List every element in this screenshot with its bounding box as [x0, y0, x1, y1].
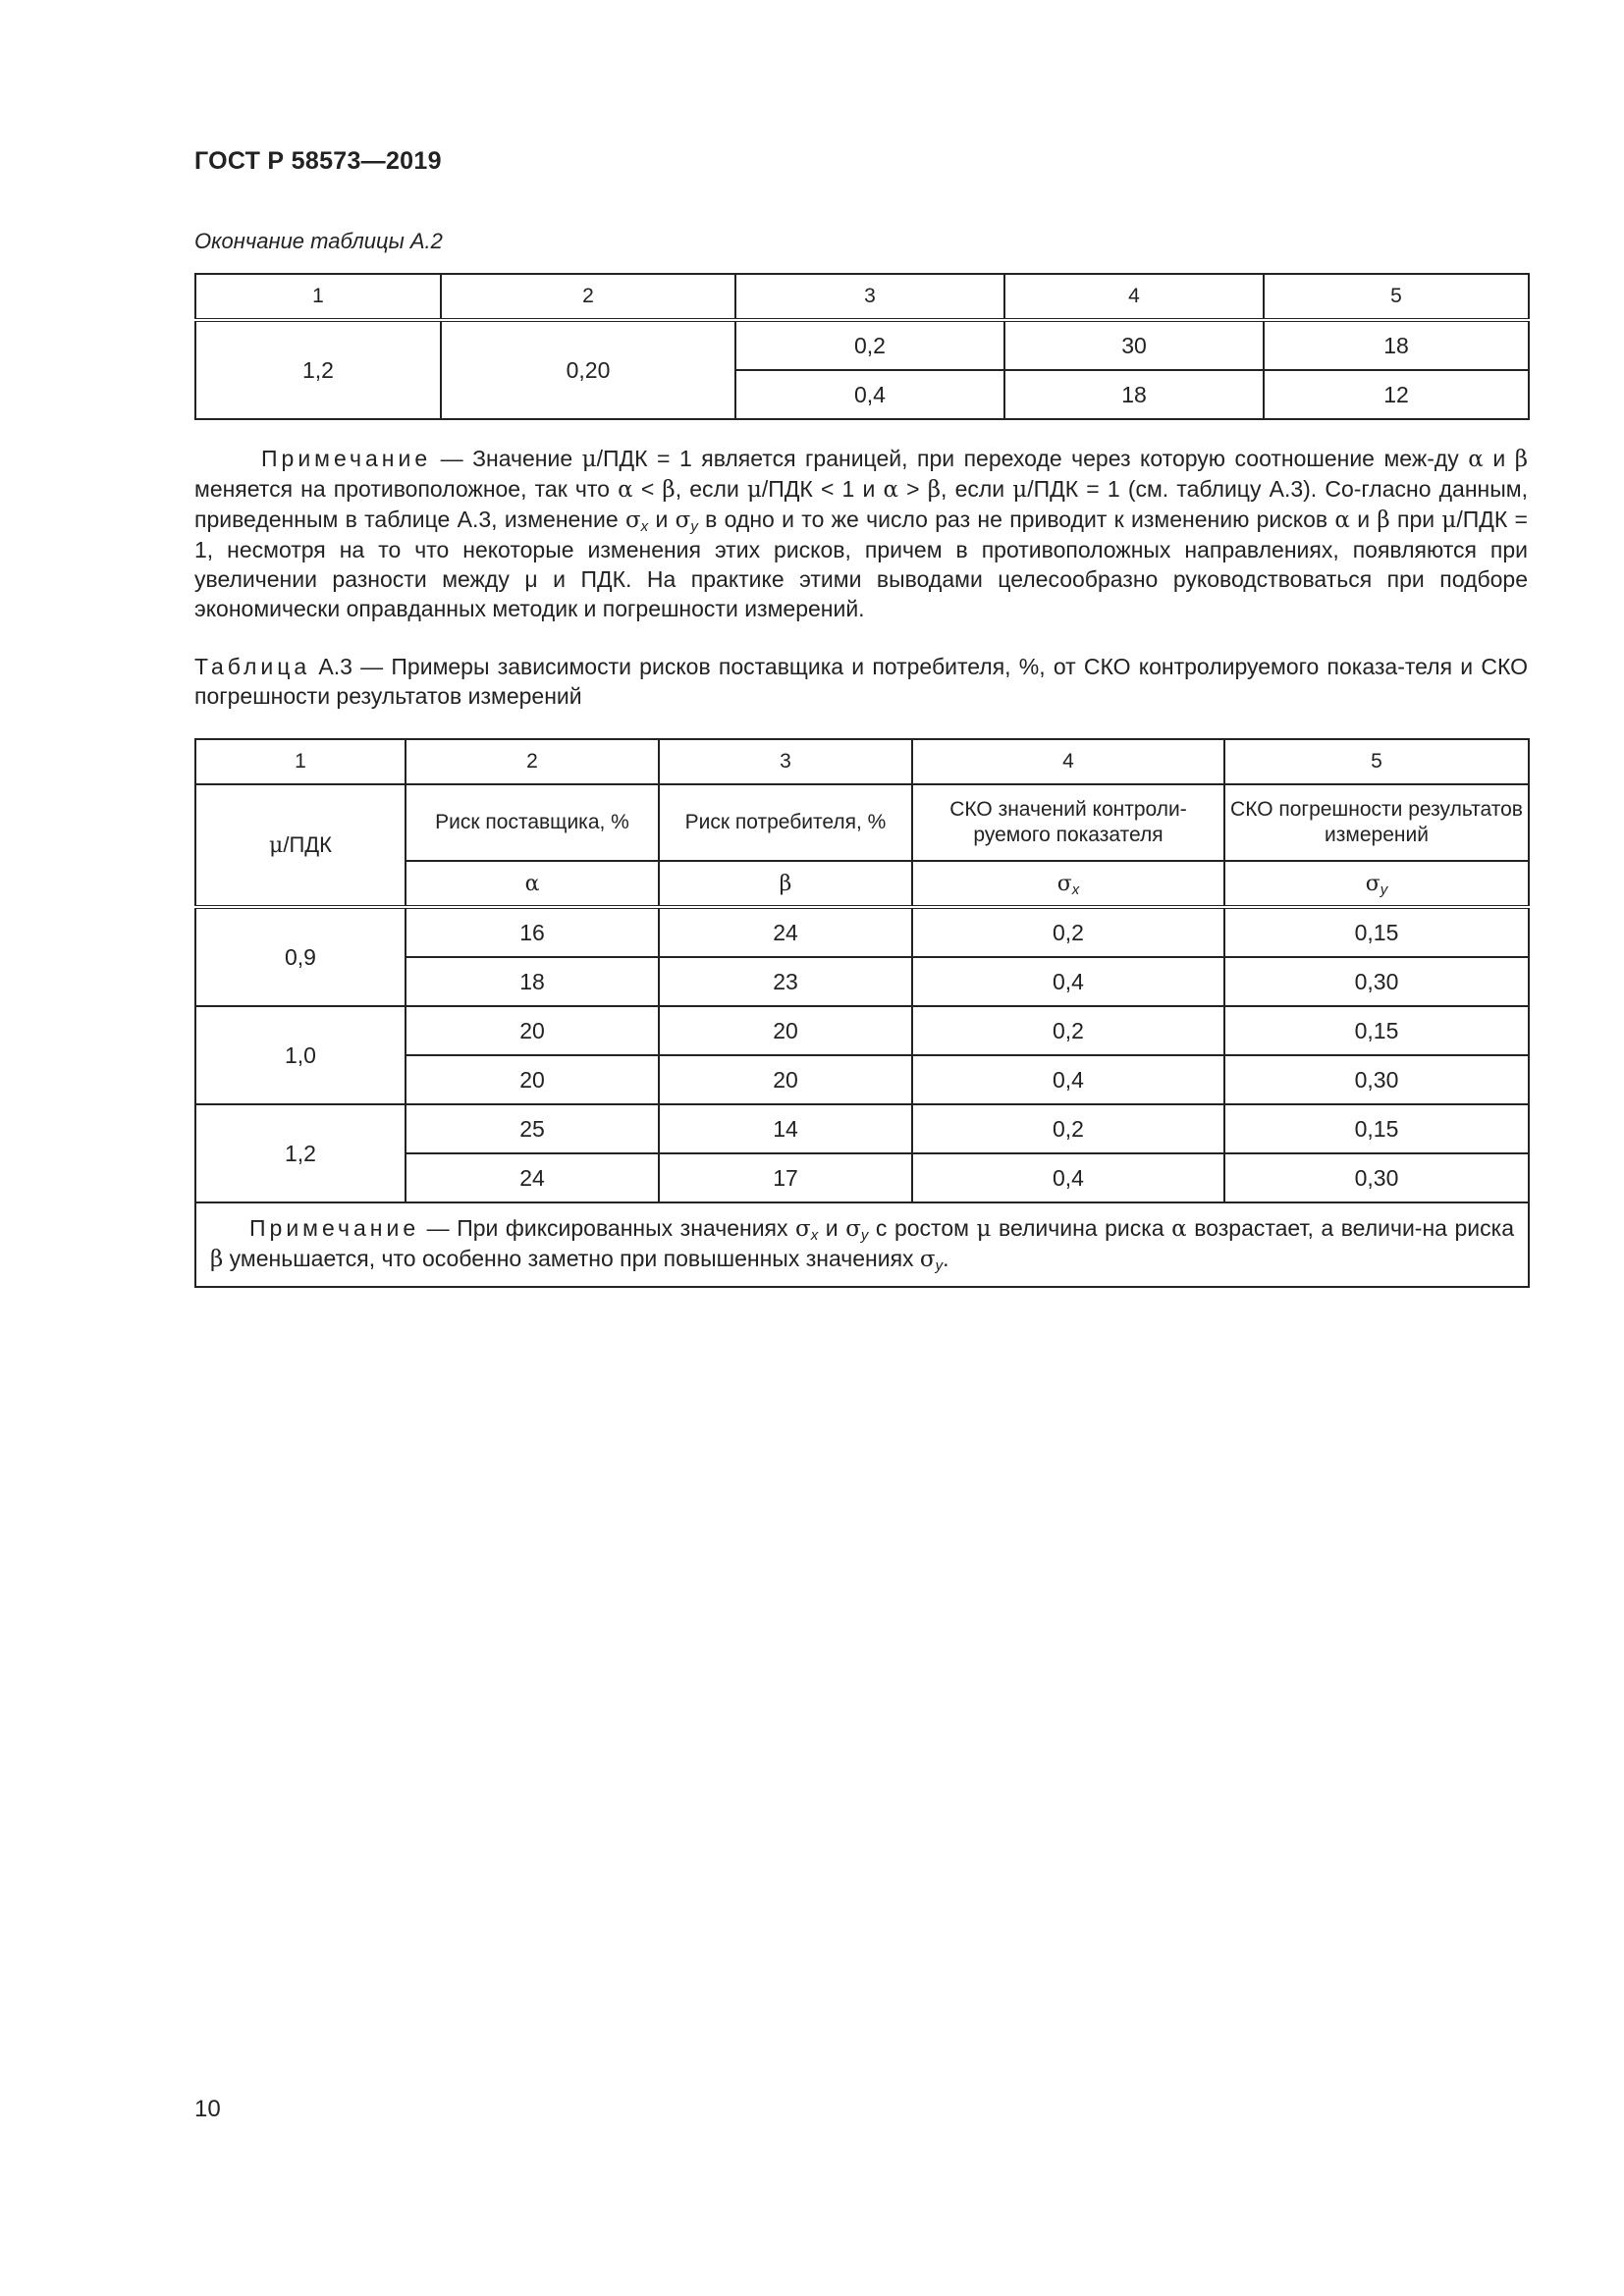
- table-cell: 0,15: [1224, 1104, 1529, 1153]
- sigma-x-symbol: $\sigma_x$: [912, 861, 1224, 907]
- table-note: Примечание — При фиксированных значениях $\sigma_x$ и $\sigma_y$ с ростом μ величина риска α возрастает, а величи-на риска β уменьшается, что особенно заметно при повышенных значениях $\sigma_y$.: [195, 1202, 1529, 1287]
- table-cell: 18: [406, 957, 659, 1006]
- table-row: [195, 1104, 1529, 1153]
- note-paragraph: Примечание — Значение μ/ПДК = 1 является границей, при переходе через которую соотношение меж-ду α и β меняется на противоположное, так что α < β, если μ/ПДК < 1 и α > β, если μ/ПДК = 1 (см. таблицу А.3). Со-гласно данным, приведенным в таблице А.3, изменение $\sigma_x$ и $\sigma_y$ в одно и то же число раз не приводит к изменению рисков α и β при μ/ПДК = 1, несмотря на то что некоторые изменения этих рисков, причем в противоположных направлениях, появляются при увеличении разности между μ и ПДК. На практике этими выводами целесообразно руководствоваться при подборе экономически оправданных методик и погрешности измерений.: [194, 446, 1528, 621]
- table-cell: 0,20: [441, 320, 735, 419]
- table-header-row: [195, 739, 1529, 784]
- table-cell: 0,4: [912, 1153, 1224, 1202]
- column-number: 3: [659, 739, 912, 784]
- table-cell: 0,15: [1224, 907, 1529, 957]
- table-cell: 18: [1264, 320, 1529, 370]
- mu-pdk-header: μ/ПДК: [195, 784, 406, 907]
- column-number: 5: [1224, 739, 1529, 784]
- alpha-symbol: α: [618, 477, 633, 503]
- document-header: ГОСТ Р 58573—2019: [194, 147, 442, 175]
- table-cell: 17: [659, 1153, 912, 1202]
- table-cell: 0,15: [1224, 1006, 1529, 1055]
- supplier-risk-header: Риск поставщика, %: [406, 784, 659, 861]
- subscript-y: y: [860, 1227, 869, 1244]
- measurement-sko-header: СКО погрешности результатов измерений: [1224, 784, 1529, 861]
- table-cell: 0,4: [735, 370, 1004, 419]
- subscript-y: y: [935, 1257, 944, 1274]
- table-cell: 24: [406, 1153, 659, 1202]
- subscript-x: x: [810, 1227, 819, 1244]
- table-cell: 0,2: [912, 1006, 1224, 1055]
- mu-symbol: μ: [581, 447, 597, 472]
- table-cell: 12: [1264, 370, 1529, 419]
- column-number: 3: [735, 274, 1004, 320]
- table-a2-continuation: [194, 273, 1530, 420]
- table-cell: 25: [406, 1104, 659, 1153]
- table-cell: 24: [659, 907, 912, 957]
- beta-symbol: β: [662, 477, 676, 503]
- mu-symbol: μ: [746, 477, 762, 503]
- sigma-symbol: σ: [675, 507, 691, 533]
- alpha-symbol: α: [1334, 507, 1350, 533]
- table-header-row: [195, 274, 1529, 320]
- sigma-y-symbol: $\sigma_y$: [1224, 861, 1529, 907]
- table-cell: 14: [659, 1104, 912, 1153]
- table-cell: 0,4: [912, 1055, 1224, 1104]
- mu-symbol: μ: [976, 1216, 992, 1242]
- table-cell: 0,2: [912, 1104, 1224, 1153]
- group-label: 1,2: [195, 1104, 406, 1202]
- mu-symbol: μ: [1441, 507, 1457, 533]
- indicator-sko-header: СКО значений контроли-руемого показателя: [912, 784, 1224, 861]
- mu-symbol: μ: [269, 832, 284, 858]
- group-label: 0,9: [195, 907, 406, 1006]
- table-cell: 16: [406, 907, 659, 957]
- beta-symbol: β: [927, 477, 942, 503]
- table-cell: 0,30: [1224, 1153, 1529, 1202]
- sigma-symbol: σ: [624, 507, 641, 533]
- column-number: 4: [912, 739, 1224, 784]
- column-number: 5: [1264, 274, 1529, 320]
- table-row: [195, 320, 1529, 370]
- beta-symbol: β: [210, 1247, 224, 1272]
- table-cell: 0,30: [1224, 957, 1529, 1006]
- table-row: [195, 1006, 1529, 1055]
- alpha-symbol: α: [406, 861, 659, 907]
- group-label: 1,0: [195, 1006, 406, 1104]
- table-cell: 20: [406, 1055, 659, 1104]
- table-label: Таблица: [194, 654, 311, 679]
- table-a3-title: Таблица А.3 — Примеры зависимости рисков поставщика и потребителя, %, от СКО контролируемого показа-теля и СКО погрешности результатов измерений: [194, 654, 1528, 709]
- table-cell: 20: [406, 1006, 659, 1055]
- sigma-symbol: σ: [919, 1247, 936, 1272]
- table-cell: 1,2: [195, 320, 441, 419]
- sigma-symbol: σ: [795, 1216, 811, 1242]
- table-a3: [194, 738, 1530, 1288]
- table-cell: 20: [659, 1006, 912, 1055]
- consumer-risk-header: Риск потребителя, %: [659, 784, 912, 861]
- table-cell: 30: [1004, 320, 1264, 370]
- table-row: [195, 907, 1529, 957]
- sigma-symbol: σ: [845, 1216, 861, 1242]
- column-number: 1: [195, 274, 441, 320]
- table-cell: 0,4: [912, 957, 1224, 1006]
- table-continuation-caption: Окончание таблицы А.2: [194, 229, 443, 253]
- column-number: 1: [195, 739, 406, 784]
- alpha-symbol: α: [883, 477, 899, 503]
- alpha-symbol: α: [1171, 1216, 1187, 1242]
- table-cell: 20: [659, 1055, 912, 1104]
- column-number: 2: [441, 274, 735, 320]
- table-note-row: [195, 1202, 1529, 1287]
- alpha-symbol: α: [1468, 447, 1484, 472]
- table-cell: 18: [1004, 370, 1264, 419]
- note-label: Примечание: [249, 1215, 420, 1241]
- beta-symbol: β: [1377, 507, 1390, 533]
- page-number: 10: [194, 2096, 221, 2122]
- beta-symbol: β: [1514, 447, 1528, 472]
- beta-symbol: β: [659, 861, 912, 907]
- mu-symbol: μ: [1012, 477, 1028, 503]
- table-description-row: [195, 784, 1529, 861]
- subscript-y: y: [690, 518, 698, 535]
- column-number: 4: [1004, 274, 1264, 320]
- table-cell: 0,2: [735, 320, 1004, 370]
- table-cell: 23: [659, 957, 912, 1006]
- subscript-x: x: [640, 518, 649, 535]
- note-label: Примечание: [261, 446, 432, 471]
- column-number: 2: [406, 739, 659, 784]
- table-cell: 0,30: [1224, 1055, 1529, 1104]
- table-cell: 0,2: [912, 907, 1224, 957]
